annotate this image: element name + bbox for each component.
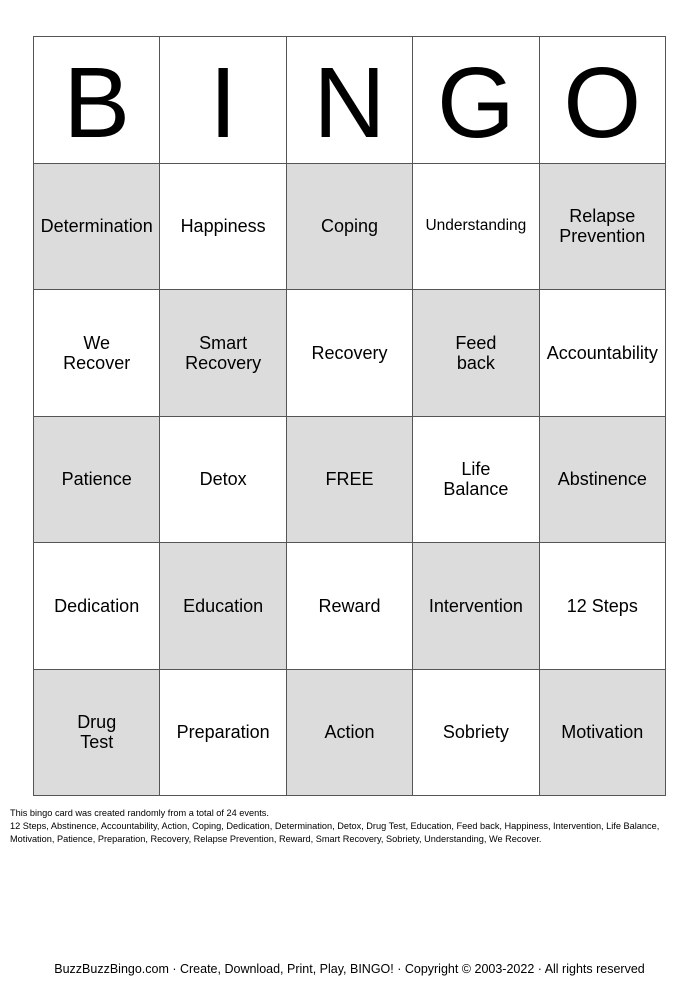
- bingo-card: [33, 36, 666, 796]
- bingo-cell: Reward: [287, 543, 413, 670]
- header-letter-o: O: [540, 37, 666, 164]
- bingo-cell: Accountability: [540, 290, 666, 417]
- footnote-summary: This bingo card was created randomly from a total of 24 events.: [10, 808, 269, 818]
- bingo-cell: Coping: [287, 164, 413, 291]
- bingo-cell: Motivation: [540, 670, 666, 797]
- bingo-cell: Preparation: [160, 670, 286, 797]
- bingo-cell: Drug Test: [34, 670, 160, 797]
- bingo-cell: Life Balance: [413, 417, 539, 544]
- header-letter-i: I: [160, 37, 286, 164]
- bingo-cell: Recovery: [287, 290, 413, 417]
- bingo-cell: Feed back: [413, 290, 539, 417]
- header-letter-b: B: [34, 37, 160, 164]
- bingo-cell: Patience: [34, 417, 160, 544]
- bingo-cell: Detox: [160, 417, 286, 544]
- bingo-cell: Education: [160, 543, 286, 670]
- bingo-cell: Abstinence: [540, 417, 666, 544]
- bingo-cell: Intervention: [413, 543, 539, 670]
- bingo-cell: Dedication: [34, 543, 160, 670]
- header-letter-n: N: [287, 37, 413, 164]
- bingo-cell: Sobriety: [413, 670, 539, 797]
- page-footer: BuzzBuzzBingo.com · Create, Download, Print, Play, BINGO! · Copyright © 2003-2022 · All rights reserved: [54, 962, 645, 976]
- free-space-cell: FREE: [287, 417, 413, 544]
- bingo-cell: Action: [287, 670, 413, 797]
- bingo-cell: We Recover: [34, 290, 160, 417]
- footnote-event-list: 12 Steps, Abstinence, Accountability, Action, Coping, Dedication, Determination, Detox, Drug Test, Education, Feed back, Happiness, Intervention, Life Balance, Motivation, Patience, Preparation, Recovery, Relapse Prevention, Reward, Smart Recovery, Sobriety, Understanding, We Recover.: [10, 821, 660, 844]
- bingo-cell: Relapse Prevention: [540, 164, 666, 291]
- bingo-cell: Determination: [34, 164, 160, 291]
- bingo-cell: Smart Recovery: [160, 290, 286, 417]
- bingo-cell: Happiness: [160, 164, 286, 291]
- bingo-cell: 12 Steps: [540, 543, 666, 670]
- card-footnote: [10, 807, 690, 846]
- header-letter-g: G: [413, 37, 539, 164]
- bingo-cell: Understanding: [413, 164, 539, 291]
